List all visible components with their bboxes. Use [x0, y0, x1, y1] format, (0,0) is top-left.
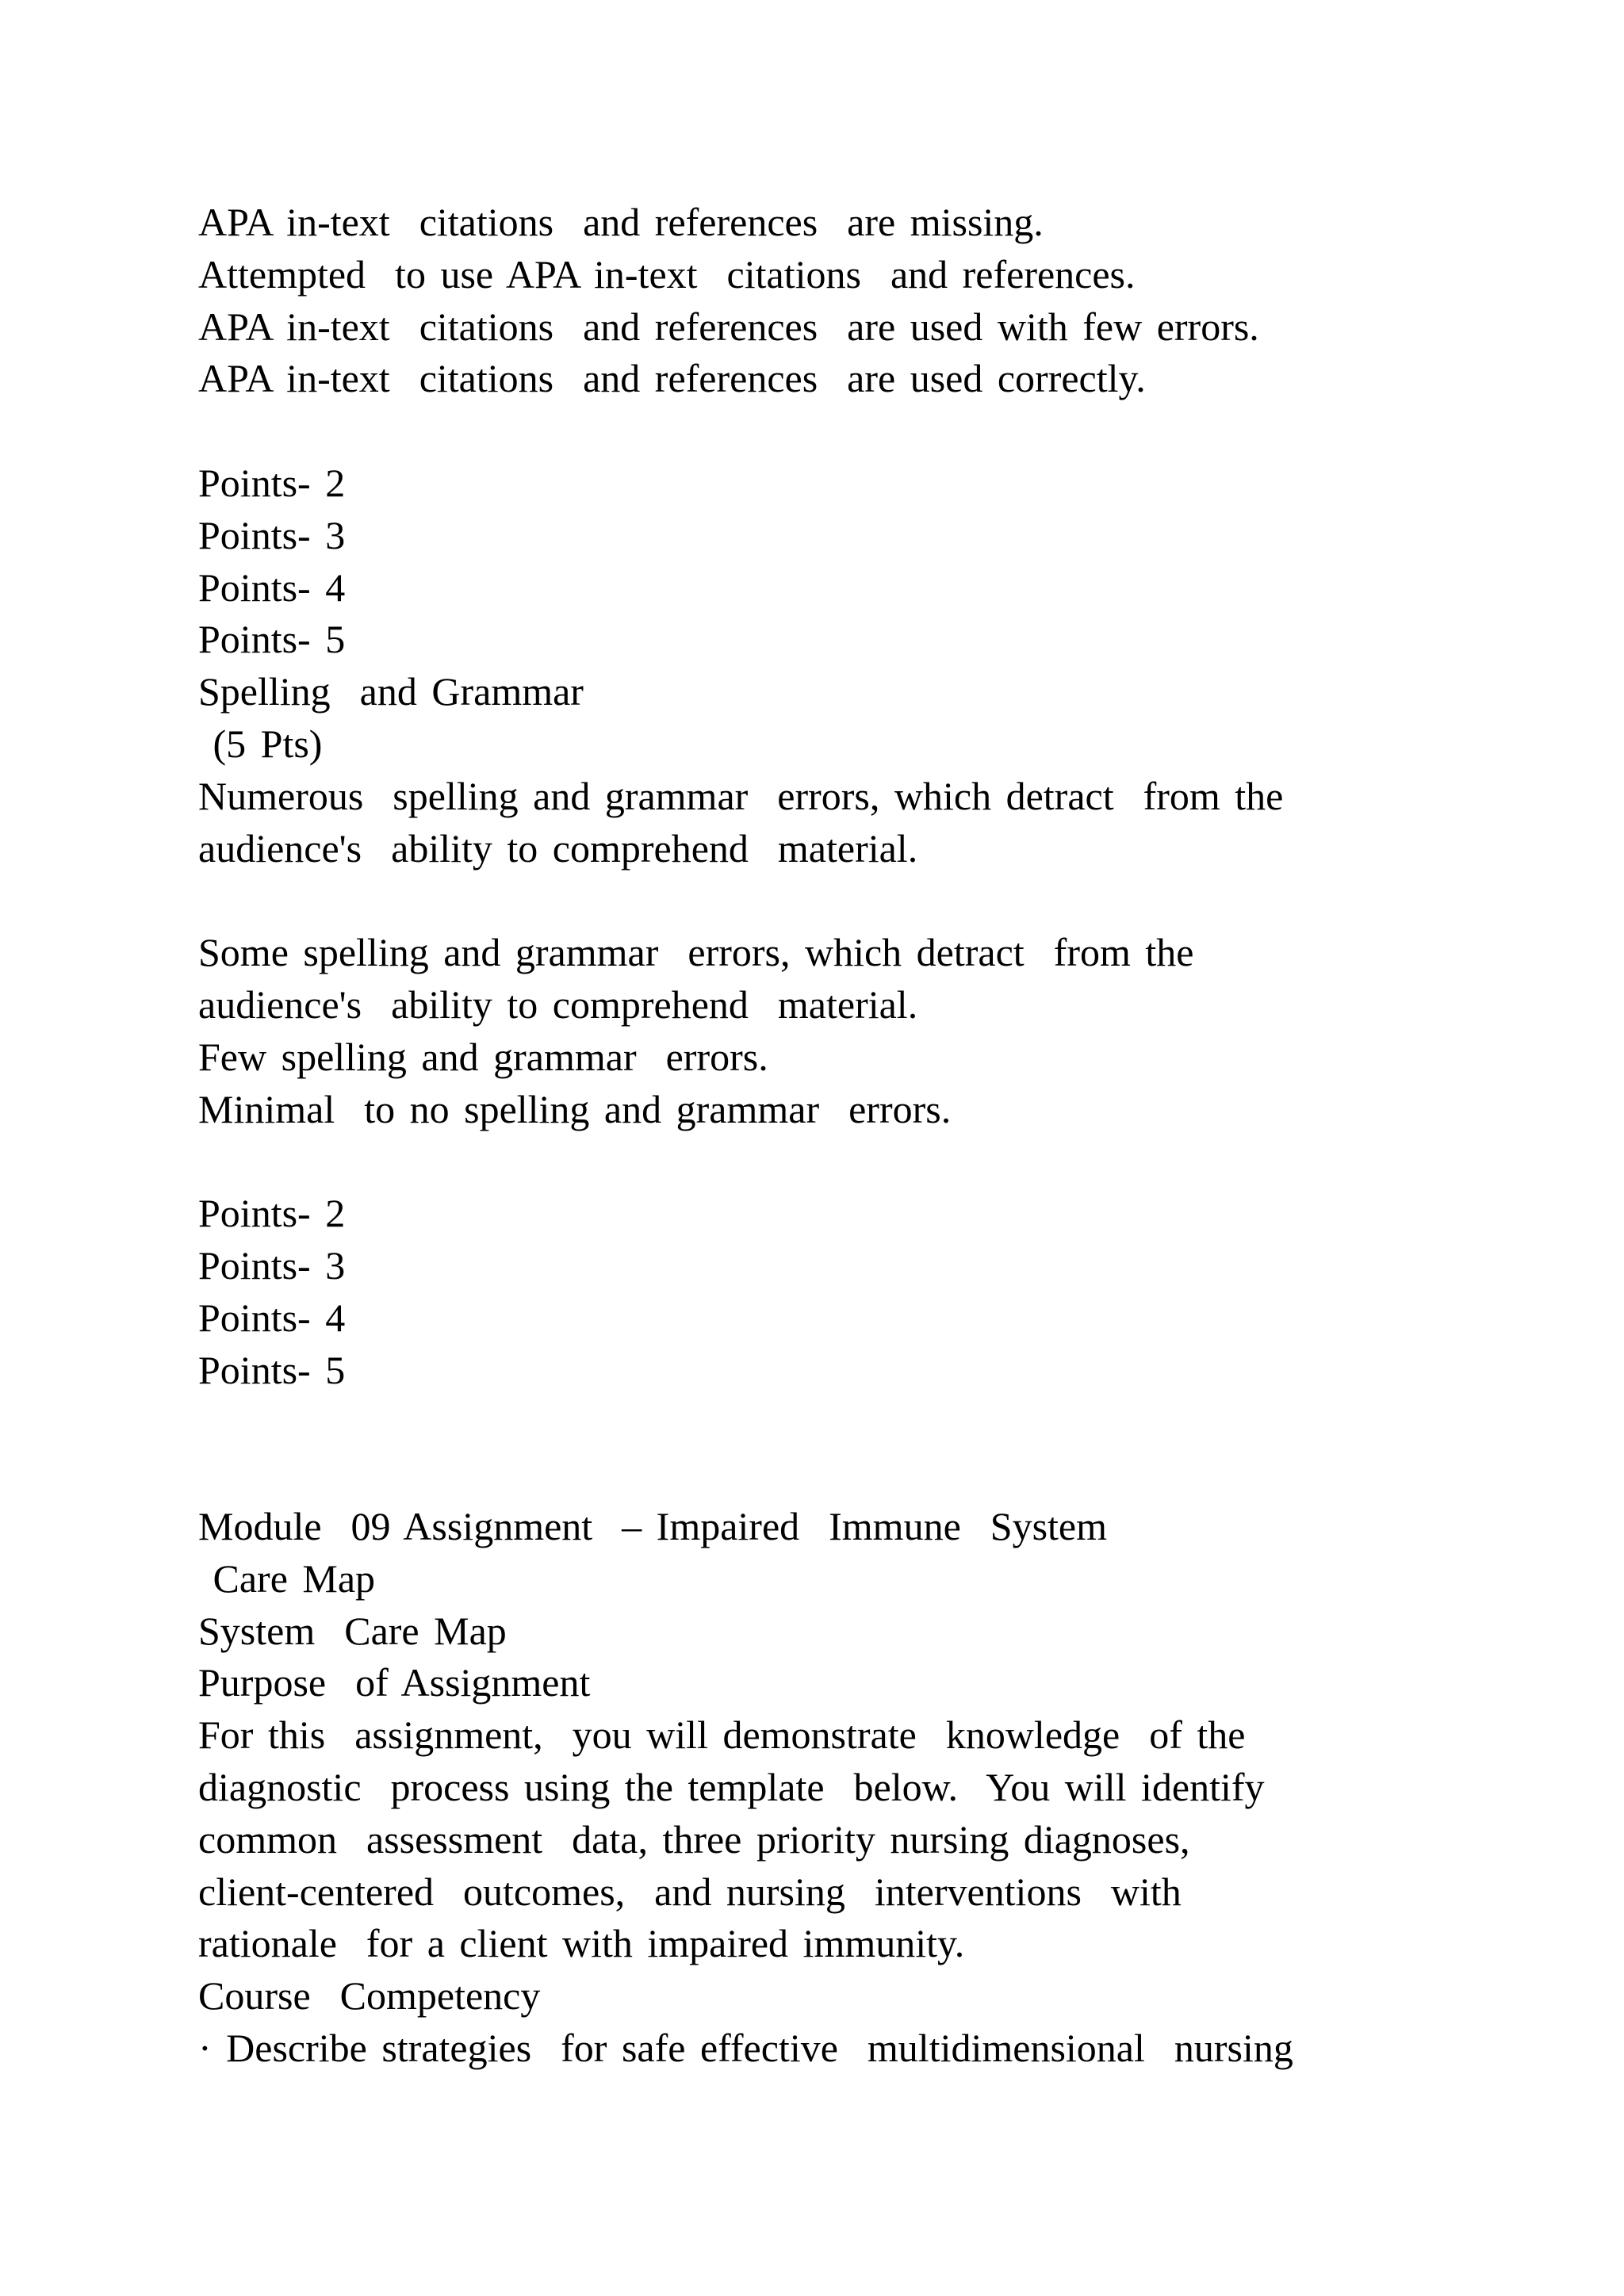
- text-line: audience's ability to comprehend material.: [198, 825, 918, 871]
- text-line: APA in-text citations and references are used with few errors.: [198, 304, 1259, 349]
- text-line: For this assignment, you will demonstrate knowledge of the: [198, 1712, 1246, 1758]
- assignment-title: Module 09 Assignment – Impaired Immune System: [198, 1503, 1108, 1548]
- points-line: Points- 2: [198, 1191, 346, 1236]
- blank-line: [198, 1396, 1546, 1448]
- points-line: Points- 4: [198, 1295, 346, 1340]
- points-line: Points- 5: [198, 1347, 346, 1392]
- text-line: audience's ability to comprehend material.: [198, 982, 918, 1027]
- text-line: Minimal to no spelling and grammar errors.: [198, 1086, 952, 1131]
- section-heading: Course Competency: [198, 1973, 541, 2019]
- section-heading: Spelling and Grammar: [198, 669, 584, 714]
- text-line: APA in-text citations and references are used correctly.: [198, 356, 1146, 401]
- text-line: Some spelling and grammar errors, which detract from the: [198, 930, 1194, 975]
- text-line: Numerous spelling and grammar errors, which detract from the: [198, 773, 1284, 818]
- blank-line: [198, 1135, 1546, 1188]
- text-line: diagnostic process using the template below. You will identify: [198, 1764, 1265, 1809]
- document-text: [198, 197, 1546, 2075]
- text-line: Few spelling and grammar errors.: [198, 1034, 768, 1079]
- text-line: common assessment data, three priority nursing diagnoses,: [198, 1816, 1190, 1862]
- assignment-subtitle: Care Map: [198, 1556, 376, 1601]
- points-line: Points- 2: [198, 460, 346, 505]
- blank-line: [198, 405, 1546, 457]
- blank-line: [198, 874, 1546, 927]
- points-line: Points- 3: [198, 1242, 346, 1288]
- text-line: System Care Map: [198, 1608, 507, 1653]
- text-line: Attempted to use APA in-text citations and references.: [198, 251, 1136, 297]
- bullet-item: · Describe strategies for safe effective multidimensional nursing: [198, 2025, 1293, 2070]
- text-line: client-centered outcomes, and nursing interventions with: [198, 1869, 1182, 1914]
- blank-line: [198, 1448, 1546, 1501]
- text-line: rationale for a client with impaired immunity.: [198, 1921, 965, 1966]
- text-line: APA in-text citations and references are missing.: [198, 200, 1044, 244]
- points-line: Points- 3: [198, 512, 346, 557]
- points-line: Points- 4: [198, 564, 346, 610]
- points-line: Points- 5: [198, 617, 346, 662]
- section-heading: Purpose of Assignment: [198, 1660, 591, 1705]
- section-points: (5 Pts): [198, 721, 323, 766]
